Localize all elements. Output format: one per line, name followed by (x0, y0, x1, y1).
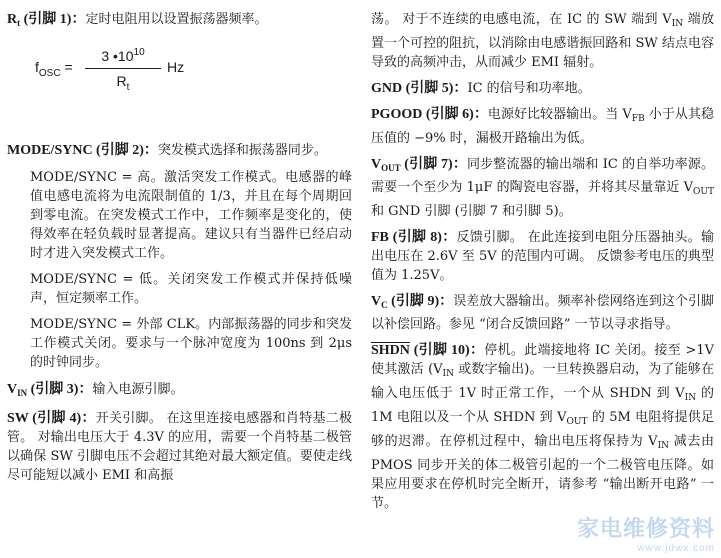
shdn-name: SHDN (371, 343, 410, 358)
shdn-t2-sub: IN (684, 393, 697, 403)
pgood-head: PGOOD (引脚 6)： (371, 107, 488, 122)
vout-t1-sub: OUT (693, 187, 714, 197)
vin-sub: IN (17, 388, 28, 398)
mode-sync-text: 突发模式选择和振荡器同步。 (157, 143, 327, 158)
formula-lhs-sub: OSC (38, 68, 61, 79)
rt-name: R (7, 12, 18, 27)
sw-cont-t1: 荡。 对于不连续的电感电流，在 IC 的 SW 端到 V (371, 12, 672, 27)
rt-pin-paragraph (7, 10, 352, 33)
gnd-head: GND (引脚 5)： (371, 81, 468, 96)
shdn-t3: 的 1M 电阻以及一个从 SHDN 到 V (371, 386, 714, 425)
fraction-bar (85, 68, 161, 69)
fb-head: FB (引脚 8)： (371, 230, 457, 245)
sw-head: SW (引脚 4)： (7, 411, 96, 426)
pgood-t1-sub: FB (631, 114, 645, 124)
pgood-t2: 小于从其稳压值的 −9% 时，漏极开路输出为低。 (371, 107, 714, 146)
sw-pin-paragraph (7, 409, 352, 485)
formula-eq: = (60, 59, 73, 75)
shdn-pin: (引脚 10)： (409, 343, 485, 358)
mode-ext-paragraph: MODE/SYNC = 外部 CLK。内部振荡器的同步和突发工作模式关闭。要求与一个脉冲宽度为 100ns 到 2μs 的时钟同步。 (30, 317, 352, 370)
shdn-t4-sub: IN (657, 441, 669, 451)
formula-num: 3 •10 (101, 48, 134, 64)
vout-name: V (371, 157, 382, 172)
mode-sync-paragraph (7, 141, 352, 160)
vc-pin-paragraph (371, 292, 714, 334)
site-watermark (577, 512, 715, 554)
gnd-text: IC 的信号和功率地。 (467, 81, 591, 96)
rt-text: 定时电阻用以设置振荡器频率。 (85, 12, 268, 27)
vout-t2: 和 GND 引脚 (引脚 7 和引脚 5)。 (371, 204, 572, 219)
sw-cont-paragraph (371, 10, 714, 72)
formula-num-sup: 10 (133, 47, 145, 58)
gnd-pin-paragraph (371, 79, 714, 98)
vc-name: V (371, 294, 382, 309)
formula-lhs: f (35, 59, 39, 75)
rt-pin: (引脚 1)： (23, 12, 86, 27)
vin-pin-paragraph (7, 380, 352, 403)
vc-sub: C (381, 300, 388, 310)
fb-pin-paragraph (371, 228, 714, 285)
fb-text: 反馈引脚。 在此连接到电阻分压器抽头。输出电压在 2.6V 至 5V 的范围内可调。 反馈参考电压的典型值为 1.25V。 (371, 230, 714, 283)
formula-den: R (116, 73, 127, 89)
formula-fraction (85, 42, 161, 97)
shdn-t2: 或数字输出)。一旦转换器启动，为了能够在输入电压低于 1V 时正常工作，一个从 SHDN 到 V (371, 362, 714, 401)
vin-text: 输入电源引脚。 (92, 382, 184, 397)
mode-sync-head: MODE/SYNC (引脚 2)： (7, 143, 158, 158)
shdn-t4: 的 5M 电阻将提供足够的迟滞。在停机过程中，输出电压将保持为 V (371, 410, 714, 449)
watermark-url: www.jdwx.com (637, 543, 715, 554)
formula-unit: Hz (167, 59, 185, 75)
vout-sub: OUT (381, 163, 401, 173)
mode-low-paragraph: MODE/SYNC = 低。关闭突发工作模式并保持低噪声，恒定频率工作。 (30, 272, 352, 306)
left-column (7, 0, 352, 485)
right-column (371, 0, 714, 513)
vc-pin: (引脚 9)： (387, 294, 454, 309)
fosc-formula (35, 42, 275, 94)
rt-sub: t (17, 18, 21, 28)
vc-text: 误差放大器输出。频率补偿网络连到这个引脚以补偿回路。参见 “闭合反馈回路” 一节以寻求指导。 (371, 294, 714, 332)
mode-high-paragraph: MODE/SYNC = 高。激活突发工作模式。电感器的峰值电感电流将为电流限制值的 1/3，并且在每个周期回到零电流。在突发模式工作中，工作频率是变化的，使得效率在轻负载时显著提高。建议只有当器件已经启动时才进入突发模式工作。 (30, 170, 352, 261)
shdn-t1-sub: IN (442, 369, 454, 379)
vout-pin: (引脚 7)： (400, 157, 467, 172)
shdn-pin-paragraph (371, 341, 714, 513)
shdn-t5: 减去由 PMOS 同步开关的体二极管引起的一个二极管电压降。如果应用要求在停机时完全断开，请参考 “输出断开电路” 一节。 (371, 434, 714, 511)
formula-den-sub: t (126, 82, 130, 93)
vin-pin: (引脚 3)： (27, 382, 93, 397)
sw-cont-t1-sub: IN (671, 19, 684, 29)
shdn-t3-sub: OUT (566, 417, 588, 427)
pgood-pin-paragraph (371, 105, 714, 148)
sw-text: 开关引脚。 在这里连接电感器和肖特基二极管。 对输出电压大于 4.3V 的应用，需要一个肖特基二极管以确保 SW 引脚电压不会超过其绝对最大额定值。要使走线尽可能短以减小 EMI 和高振 (7, 411, 352, 483)
vin-name: V (7, 382, 18, 397)
vout-t1: 同步整流器的输出端和 IC 的自举功率源。需要一个至少为 1μF 的陶瓷电容器，并将其尽量靠近 V (371, 157, 714, 195)
vout-pin-paragraph (371, 155, 714, 221)
shdn-t1: 停机。此端接地将 IC 关闭。接至 >1V 使其激活 (V (371, 343, 714, 377)
pgood-t1: 电源好比较器输出。当 V (487, 107, 632, 122)
sw-cont-t2: 端放置一个可控的阻抗，以消除由电感谐振回路和 SW 结点电容导致的高频冲击，从而减少 EMI 辐射。 (371, 12, 714, 70)
watermark-text: 家电维修资料 (576, 516, 715, 541)
